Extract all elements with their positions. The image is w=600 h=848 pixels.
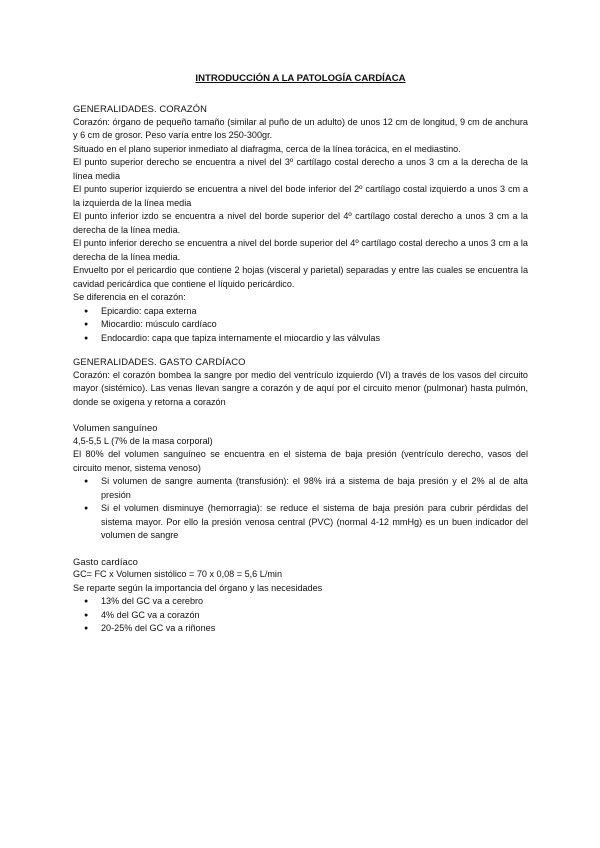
paragraph: 4,5-5,5 L (7% de la masa corporal): [73, 435, 213, 446]
paragraph: El punto superior izquierdo se encuentra a nivel del bode inferior del 2º cartílago costal izquierdo a unos 3 cm a la izquierda de la línea media: [73, 184, 528, 208]
spacer: [73, 543, 528, 555]
bullet-list-layers: [73, 305, 528, 346]
page-title: INTRODUCCIÓN A LA PATOLOGÍA CARDÍACA: [195, 73, 406, 84]
paragraph: GC= FC x Volumen sistólico = 70 x 0,08 = 5,6 L/min: [73, 569, 283, 579]
paragraph: El punto superior derecho se encuentra a nivel del 3º cartílago costal derecho a unos 3 cm a la derecha de la línea media: [73, 157, 528, 181]
document-page: [73, 72, 528, 636]
paragraph: El 80% del volumen sanguíneo se encuentra en el sistema de baja presión (ventrículo derecho, vasos del circuito menor, sistema venoso): [73, 449, 528, 473]
paragraph: Corazón: órgano de pequeño tamaño (similar al puño de un adulto) de unos 12 cm de longitud, 9 cm de anchura y 6 cm de grosor. Peso varía entre los 250-300gr.: [73, 116, 528, 140]
list-item: ● Endocardio: capa que tapiza internamente el miocardio y las válvulas: [101, 332, 528, 346]
section-heading-volumen: Volumen sanguíneo: [73, 422, 158, 433]
spacer: [73, 345, 528, 355]
paragraph: Se diferencia en el corazón:: [73, 292, 186, 302]
list-item: ● Miocardio: músculo cardíaco: [101, 318, 528, 332]
paragraph: Se reparte según la importancia del órgano y las necesidades: [73, 582, 323, 593]
bullet-list-volumen: [73, 475, 528, 543]
paragraph: El punto inferior izdo se encuentra a nivel del borde superior del 4º cartílago costal derecho a unos 3 cm a la derecha de la línea media.: [73, 211, 528, 235]
paragraph: El punto inferior derecho se encuentra a nivel del borde superior del 4º cartílago costal derecho a unos 3 cm a la derecha de la línea media.: [73, 238, 528, 262]
paragraph: Situado en el plano superior inmediato al diafragma, cerca de la línea torácica, en el mediastino.: [73, 143, 461, 154]
section-heading-corazon: GENERALIDADES. CORAZÓN: [73, 103, 207, 114]
list-item: ● 20-25% del GC va a riñones: [101, 622, 528, 636]
list-item: ● Epicardio: capa externa: [101, 305, 528, 319]
bullet-list-gc: [73, 595, 528, 636]
paragraph: Corazón: el corazón bombea la sangre por medio del ventrículo izquierdo (VI) a través de los vasos del circuito mayor (sistémico). Las venas llevan sangre a corazón y de aquí por el circuito menor (pulmonar) hasta pulmón, donde se oxigena y retorna a corazón: [73, 369, 528, 407]
spacer: [73, 409, 528, 421]
list-item: ● Si el volumen disminuye (hemorragia): se reduce el sistema de baja presión para cubrir pérdidas del sistema mayor. Por ello la presión venosa central (PVC) (normal 4-12 mmHg) es un buen indicador del volumen de sangre: [101, 502, 528, 543]
paragraph: Envuelto por el pericardio que contiene 2 hojas (visceral y parietal) separadas y entre las cuales se encuentra la cavidad pericárdica que contiene el líquido pericárdico.: [73, 265, 528, 289]
list-item: ● 13% del GC va a cerebro: [101, 595, 528, 609]
section-heading-gc: Gasto cardíaco: [73, 555, 138, 567]
section-heading-gasto: GENERALIDADES. GASTO CARDÍACO: [73, 356, 246, 367]
list-item: ● Si volumen de sangre aumenta (transfusión): el 98% irá a sistema de baja presión y el 2% al de alta presión: [101, 475, 528, 502]
list-item: ● 4% del GC va a corazón: [101, 609, 528, 623]
